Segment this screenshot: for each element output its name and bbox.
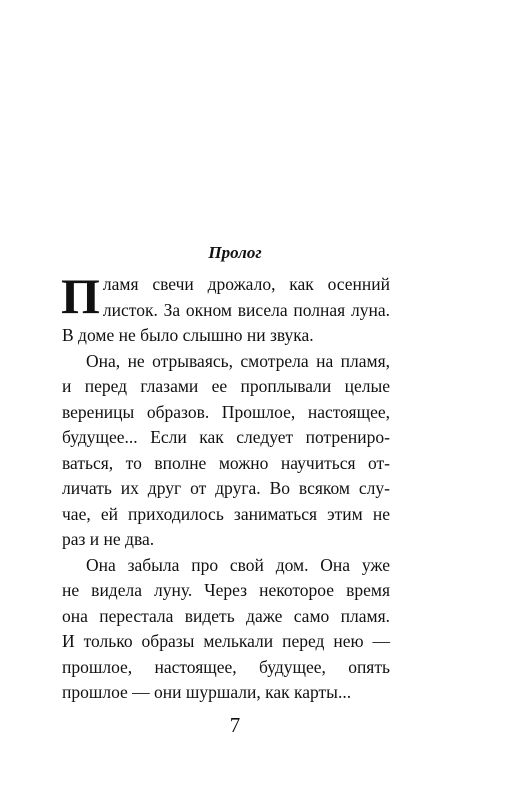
text-line: В доме не было слышно ни звука. (62, 325, 314, 345)
paragraph-3 (62, 553, 390, 706)
text-line: раз и не два. (62, 529, 155, 549)
text-line: и перед глазами ее проплывали целые (62, 376, 390, 396)
text-line: прошлое — они шуршали, как карты... (62, 682, 352, 702)
chapter-title: Пролог (208, 243, 262, 262)
text-line: вереницы образов. Прошлое, настоящее, (62, 401, 390, 422)
text-line: чае, ей приходилось заниматься этим не (62, 503, 390, 524)
text-line: Она, не отрываясь, смотрела на пламя, (86, 350, 390, 371)
text-line: будущее... Если как следует потрениро- (62, 427, 390, 447)
text-line: прошлое, настоящее, будущее, опять (62, 656, 390, 677)
text-line: личать их друг от друга. Во всяком слу- (62, 478, 390, 498)
text-line: ваться, то вполне можно научиться от- (62, 452, 390, 473)
text-line: И только образы мелькали перед нею — (62, 631, 390, 651)
page-number: 7 (229, 713, 241, 737)
paragraph-2 (62, 349, 390, 553)
text-line: листок. За окном висела полная луна. (102, 299, 390, 320)
text-line: не видела луну. Через некоторое время (62, 580, 390, 600)
paragraph-1 (61, 268, 390, 349)
body-text (61, 268, 390, 706)
text-line: Она забыла про свой дом. Она уже (86, 554, 390, 575)
drop-cap: П (61, 268, 100, 324)
text-line: она перестала видеть даже само пламя. (62, 605, 390, 626)
text-line: ламя свечи дрожало, как осенний (102, 274, 390, 294)
